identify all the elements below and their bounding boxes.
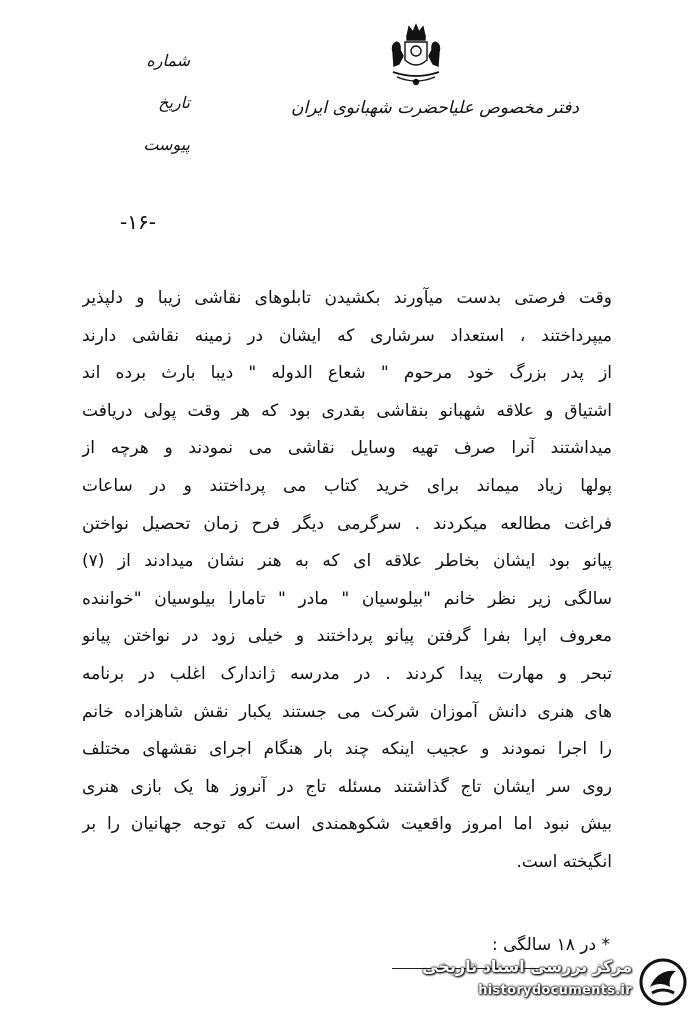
page-number: -۱۶- — [120, 210, 156, 234]
body-line: از پدر بزرگ خود مرحوم " شعاع الدوله " دیبا بارث برده اند — [82, 363, 612, 384]
body-line: بیش نبود اما امروز واقعیت شکوهمندی است که توجه جهانیان را بر — [82, 814, 612, 835]
body-text — [82, 280, 612, 882]
body-line: روی سر ایشان تاج گذاشتند مسئله تاج در آنروز ها یک بازی هنری — [82, 776, 612, 797]
royal-crest-icon — [385, 22, 447, 88]
archive-watermark — [422, 955, 692, 1011]
body-line: پولها زیاد میماند برای خرید کتاب می پرداختند و در ساعات — [82, 475, 612, 496]
body-line: پیانو بود ایشان بخاطر علاقه ای که به هنر نشان میدادند از (۷) — [82, 551, 612, 572]
body-line: تبحر و مهارت پیدا کردند . در مدرسه ژاندارک اغلب در برنامه — [82, 663, 612, 684]
watermark-url: historydocuments.ir — [478, 983, 632, 998]
letter-meta-labels — [143, 40, 190, 166]
body-line: را اجرا نمودند و عجیب اینکه چند بار هنگام اجرای نقشهای مختلف — [82, 739, 612, 760]
body-line: اشتیاق و علاقه شهبانو بنقاشی بقدری بود که هر وقت پولی دریافت — [82, 400, 612, 421]
footnote: * در ۱۸ سالگی : — [491, 935, 610, 955]
body-line: معروف اپرا بفرا گرفتن پیانو پرداختند و خیلی زود در نواختن پیانو — [82, 626, 612, 647]
body-line: وقت فرصتی بدست میآورند بکشیدن تابلوهای نقاشی زیبا و دلپذیر — [82, 288, 612, 308]
number-label: شماره — [146, 51, 190, 70]
body-line: میداشتند آنرا صرف تهیه وسایل نقاشی می نمودند و هرچه از — [82, 438, 612, 459]
attachment-label: پیوست — [143, 135, 190, 154]
body-line: های هنری دانش آموزان شرکت می جستند یکبار نقش شاهزاده خانم — [82, 701, 612, 722]
body-line: فراغت مطالعه میکردند . سرگرمی دیگر فرح زمان تحصیل نواختن — [82, 513, 612, 534]
date-label: تاریخ — [158, 93, 190, 112]
body-line: میپرداختند ، استعداد سرشاری که ایشان در زمینه نقاشی دارند — [82, 325, 612, 346]
body-line: انگیخته است. — [516, 851, 612, 872]
body-line: سالگی زیر نظر خانم "بیلوسیان " مادر " تامارا بیلوسیان "خواننده — [82, 588, 612, 609]
archive-logo-icon — [638, 957, 688, 1007]
watermark-title: مرکز بررسی اسناد تاریخی — [422, 957, 632, 976]
office-title: دفتر مخصوص علیاحضرت شهبانوی ایران — [291, 98, 579, 118]
